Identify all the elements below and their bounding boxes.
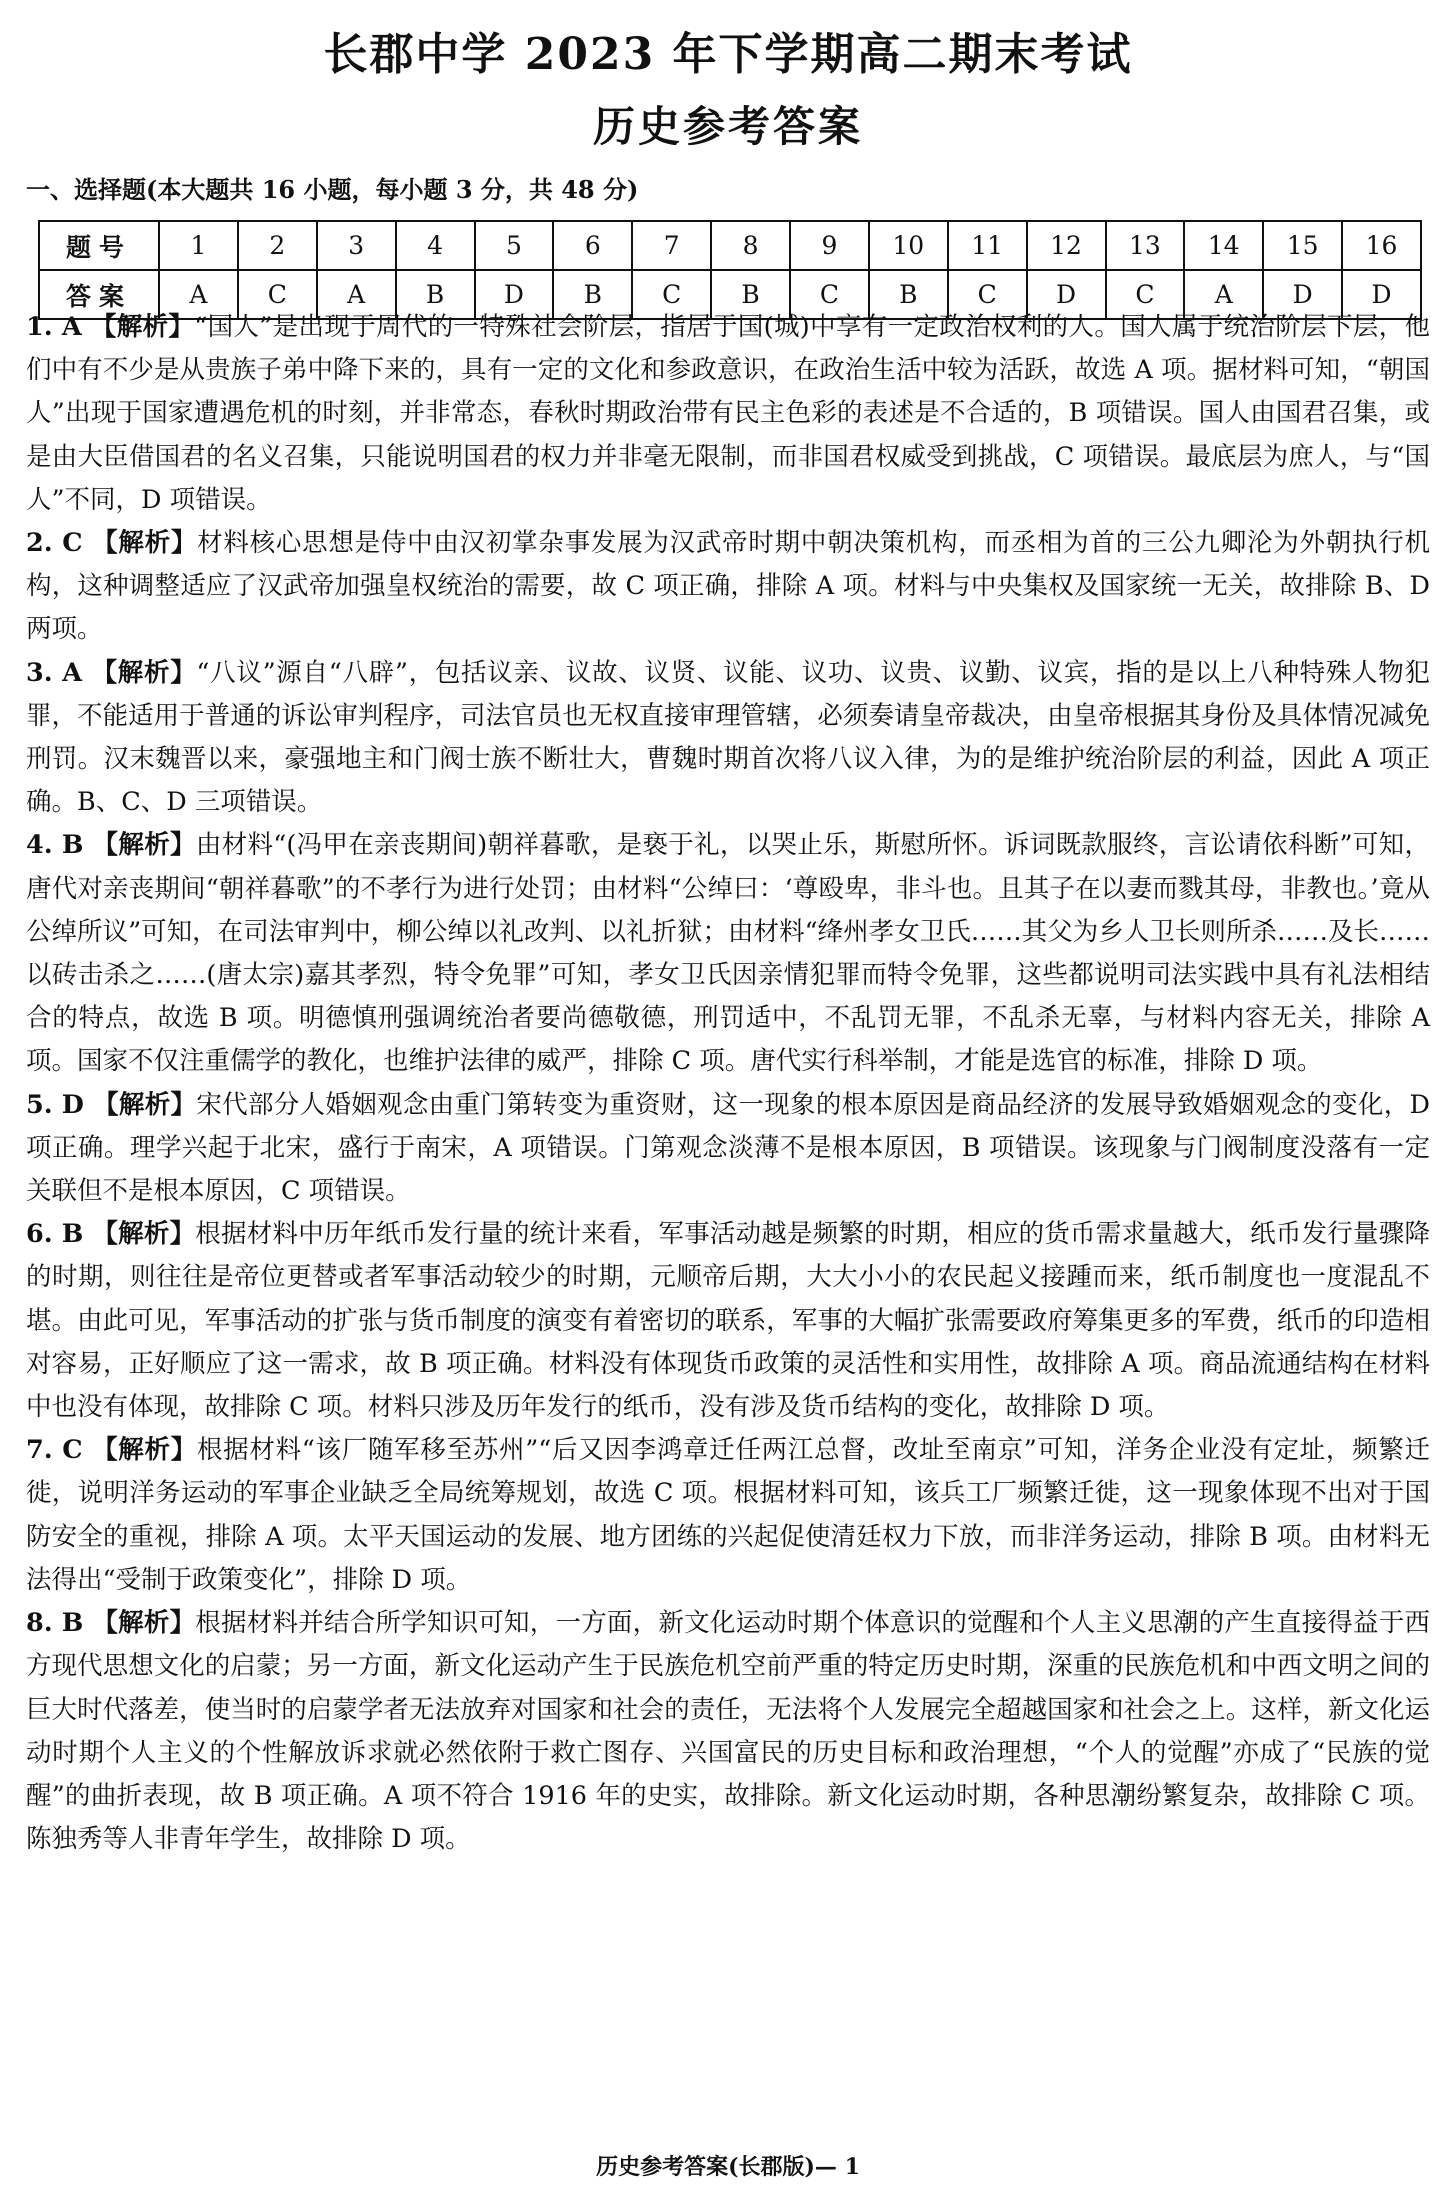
explanation-6	[26, 1213, 1430, 1429]
page-footer: 历史参考答案(长郡版)— 1	[596, 2154, 860, 2180]
explanation-label: 4. B 【解析】	[26, 830, 196, 861]
answer-cell: C	[790, 270, 869, 319]
question-number-cell: 6	[553, 221, 632, 270]
question-number-cell: 9	[790, 221, 869, 270]
section-heading: 一、选择题(本大题共 16 小题，每小题 3 分，共 48 分)	[26, 175, 639, 204]
question-number-cell: 14	[1184, 221, 1263, 270]
explanation-text: 宋代部分人婚姻观念由重门第转变为重资财，这一现象的根本原因是商品经济的发展导致婚姻观念的变化，D 项正确。理学兴起于北宋，盛行于南宋，A 项错误。门第观念淡薄不是根本原因，B 项错误。该现象与门阀制度没落有一定关联但不是根本原因，C 项错误。	[26, 1089, 1430, 1207]
explanation-text: 材料核心思想是侍中由汉初掌杂事发展为汉武帝时期中朝决策机构，而丞相为首的三公九卿沦为外朝执行机构，这种调整适应了汉武帝加强皇权统治的需要，故 C 项正确，排除 A 项。材料与中央集权及国家统一无关，故排除 B、D 两项。	[26, 528, 1430, 645]
answer-table	[38, 220, 1422, 320]
question-number-cell: 11	[948, 221, 1027, 270]
explanations	[26, 306, 1430, 1861]
question-number-cell: 10	[869, 221, 948, 270]
explanation-text: 根据材料中历年纸币发行量的统计来看，军事活动越是频繁的时期，相应的货币需求量越大，纸币发行量骤降的时期，则往往是帝位更替或者军事活动较少的时期，元顺帝后期，大大小小的农民起义接踵而来，纸币制度也一度混乱不堪。由此可见，军事活动的扩张与货币制度的演变有着密切的联系，军事的大幅扩张需要政府筹集更多的军费，纸币的印造相对容易，正好顺应了这一需求，故 B 项正确。材料没有体现货币政策的灵活性和实用性，故排除 A 项。商品流通结构在材料中也没有体现，故排除 C 项。材料只涉及历年发行的纸币，没有涉及货币结构的变化，故排除 D 项。	[26, 1219, 1430, 1423]
exam-title: 长郡中学 2023 年下学期高二期末考试	[323, 29, 1133, 80]
question-number-cell: 5	[475, 221, 554, 270]
answer-cell: B	[869, 270, 948, 319]
explanation-5	[26, 1084, 1430, 1214]
explanation-text: “国人”是出现于周代的一特殊社会阶层，指居于国(城)中享有一定政治权利的人。国人属于统治阶层下层，他们中有不少是从贵族子弟中降下来的，具有一定的文化和参政意识，在政治生活中较为活跃，故选 A 项。据材料可知，“朝国人”出现于国家遭遇危机的时刻，并非常态，春秋时期政治带有民主色彩的表述是不合适的，B 项错误。国人由国君召集，或是由大臣借国君的名义召集，只能说明国君的权力并非毫无限制，而非国君权威受到挑战，C 项错误。最底层为庶人，与“国人”不同，D 项错误。	[26, 312, 1431, 515]
explanation-2	[26, 522, 1430, 652]
answer-subtitle: 历史参考答案	[592, 102, 863, 151]
question-number-cell: 8	[711, 221, 790, 270]
explanation-text: “八议”源自“八辟”，包括议亲、议故、议贤、议能、议功、议贵、议勤、议宾，指的是以上八种特殊人物犯罪，不能适用于普通的诉讼审判程序，司法官员也无权直接审理管辖，必须奏请皇帝裁决，由皇帝根据其身份及具体情况减免刑罚。汉末魏晋以来，豪强地主和门阀士族不断壮大，曹魏时期首次将八议入律，为的是维护统治阶层的利益，因此 A 项正确。B、C、D 三项错误。	[26, 657, 1430, 818]
explanation-label: 1. A 【解析】	[26, 312, 195, 342]
explanation-text: 由材料“(冯甲在亲丧期间)朝祥暮歌，是亵于礼，以哭止乐，斯慰所怀。诉词既款服终，言讼请依科断”可知，唐代对亲丧期间“朝祥暮歌”的不孝行为进行处罚；由材料“公绰曰：‘尊殴卑，非斗也。且其子在以妻而戮其母，非教也。’竟从公绰所议”可知，在司法审判中，柳公绰以礼改判、以礼折狱；由材料“绛州孝女卫氏……其父为乡人卫长则所杀……及长……以砖击杀之……(唐太宗)嘉其孝烈，特令免罪”可知，孝女卫氏因亲情犯罪而特令免罪，这些都说明司法实践中具有礼法相结合的特点，故选 B 项。明德慎刑强调统治者要尚德敬德，刑罚适中，不乱罚无罪，不乱杀无辜，与材料内容无关，排除 A 项。国家不仅注重儒学的教化，也维护法律的威严，排除 C 项。唐代实行科举制，才能是选官的标准，排除 D 项。	[26, 830, 1430, 1077]
answer-cell: C	[238, 270, 317, 319]
explanation-label: 5. D 【解析】	[26, 1089, 197, 1120]
answer-cell: C	[632, 270, 711, 319]
answer-cell: D	[475, 270, 554, 319]
question-number-cell: 16	[1342, 221, 1421, 270]
question-number-cell: 15	[1263, 221, 1342, 270]
explanation-4	[26, 824, 1430, 1083]
question-number-cell: 1	[159, 221, 238, 270]
answer-cell: D	[1027, 270, 1106, 319]
question-number-cell: 13	[1106, 221, 1185, 270]
explanation-3	[26, 652, 1430, 825]
question-number-cell: 12	[1027, 221, 1106, 270]
question-number-row	[39, 221, 1421, 270]
explanation-label: 8. B 【解析】	[26, 1608, 196, 1639]
answer-cell: C	[1106, 270, 1185, 319]
answer-cell: A	[159, 270, 238, 319]
answer-cell: B	[396, 270, 475, 319]
answer-cell: B	[553, 270, 632, 319]
explanation-text: 根据材料“该厂随军移至苏州”“后又因李鸿章迁任两江总督，改址至南京”可知，洋务企业没有定址，频繁迁徙，说明洋务运动的军事企业缺乏全局统筹规划，故选 C 项。根据材料可知，该兵工厂频繁迁徙，这一现象体现不出对于国防安全的重视，排除 A 项。太平天国运动的发展、地方团练的兴起促使清廷权力下放，而非洋务运动，排除 B 项。由材料无法得出“受制于政策变化”，排除 D 项。	[26, 1435, 1430, 1595]
answer-cell: B	[711, 270, 790, 319]
explanation-7	[26, 1429, 1430, 1602]
explanation-text: 根据材料并结合所学知识可知，一方面，新文化运动时期个体意识的觉醒和个人主义思潮的产生直接得益于西方现代思想文化的启蒙；另一方面，新文化运动产生于民族危机空前严重的特定历史时期，深重的民族危机和中西文明之间的巨大时代落差，使当时的启蒙学者无法放弃对国家和社会的责任，无法将个人发展完全超越国家和社会之上。这样，新文化运动时期个人主义的个性解放诉求就必然依附于救亡图存、兴国富民的历史目标和政治理想，“个人的觉醒”亦成了“民族的觉醒”的曲折表现，故 B 项正确。A 项不符合 1916 年的史实，故排除。新文化运动时期，各种思潮纷繁复杂，故排除 C 项。陈独秀等人非青年学生，故排除 D 项。	[26, 1608, 1430, 1855]
question-number-cell: 2	[238, 221, 317, 270]
explanation-label: 6. B 【解析】	[26, 1219, 196, 1250]
row-label-answer: 答案	[39, 270, 159, 319]
explanation-label: 3. A 【解析】	[26, 657, 197, 688]
explanation-label: 2. C 【解析】	[26, 528, 198, 559]
answer-cell: C	[948, 270, 1027, 319]
explanation-label: 7. C 【解析】	[26, 1435, 197, 1466]
answer-cell: A	[1184, 270, 1263, 319]
answer-cell: D	[1342, 270, 1421, 319]
row-label-number: 题号	[39, 221, 159, 270]
answer-cell: D	[1263, 270, 1342, 319]
question-number-cell: 4	[396, 221, 475, 270]
answer-cell: A	[317, 270, 396, 319]
question-number-cell: 7	[632, 221, 711, 270]
explanation-8	[26, 1602, 1430, 1861]
question-number-cell: 3	[317, 221, 396, 270]
explanation-1	[26, 306, 1430, 522]
